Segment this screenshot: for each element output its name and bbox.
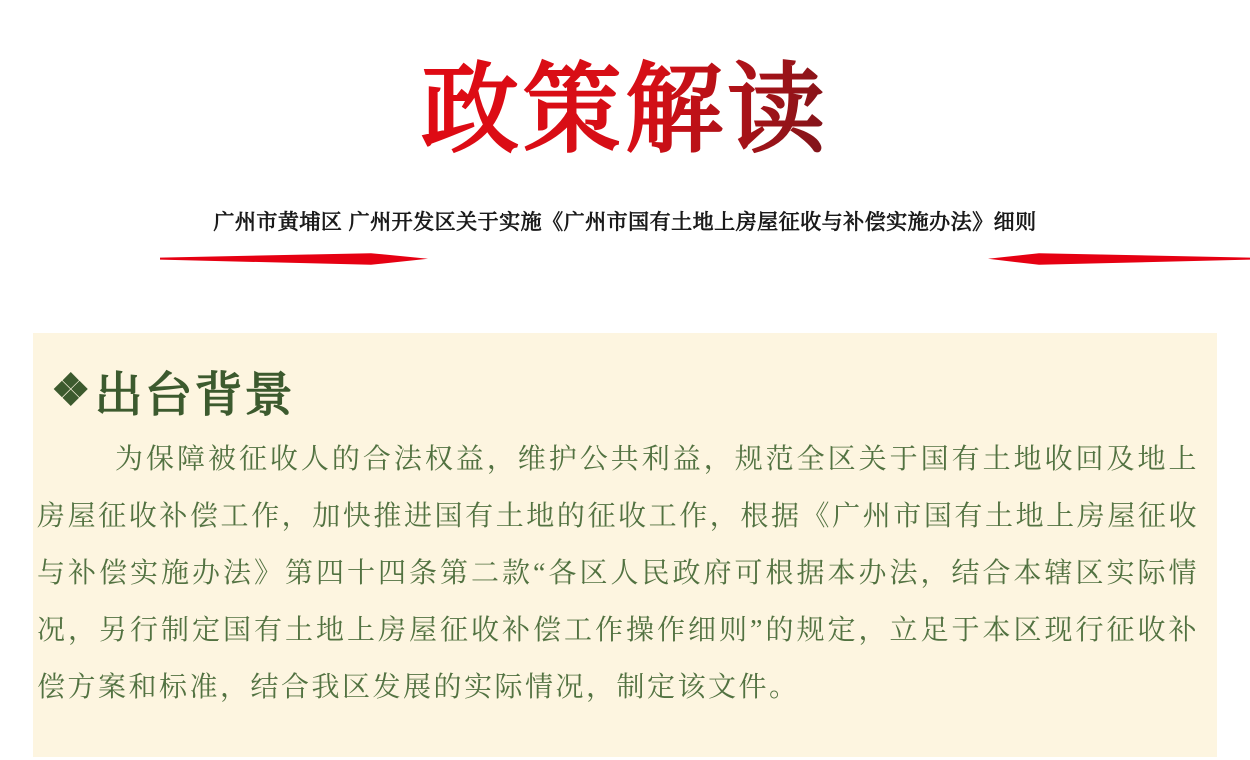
- title-row: [0, 30, 1250, 172]
- page-title: 政策解读: [421, 31, 829, 172]
- right-arrow-divider-icon: [988, 252, 1250, 266]
- section-heading-text: 出台背景: [94, 369, 295, 422]
- content-panel: [33, 333, 1217, 757]
- section-heading: [51, 356, 294, 425]
- subtitle: 广州市黄埔区 广州开发区关于实施《广州市国有土地上房屋征收与补偿实施办法》细则: [213, 211, 1037, 234]
- left-arrow-divider-icon: [160, 252, 428, 266]
- diamond-bullet-icon: ❖: [51, 366, 93, 415]
- section-body: 为保障被征收人的合法权益，维护公共利益，规范全区关于国有土地收回及地上房屋征收补偿工作，加快推进国有土地的征收工作，根据《广州市国有土地上房屋征收与补偿实施办法》第四十四条第二款“各区人民政府可根据本办法，结合本辖区实际情况，另行制定国有土地上房屋征收补偿工作操作细则”的规定，立足于本区现行征收补偿方案和标准，结合我区发展的实际情况，制定该文件。: [37, 444, 1199, 703]
